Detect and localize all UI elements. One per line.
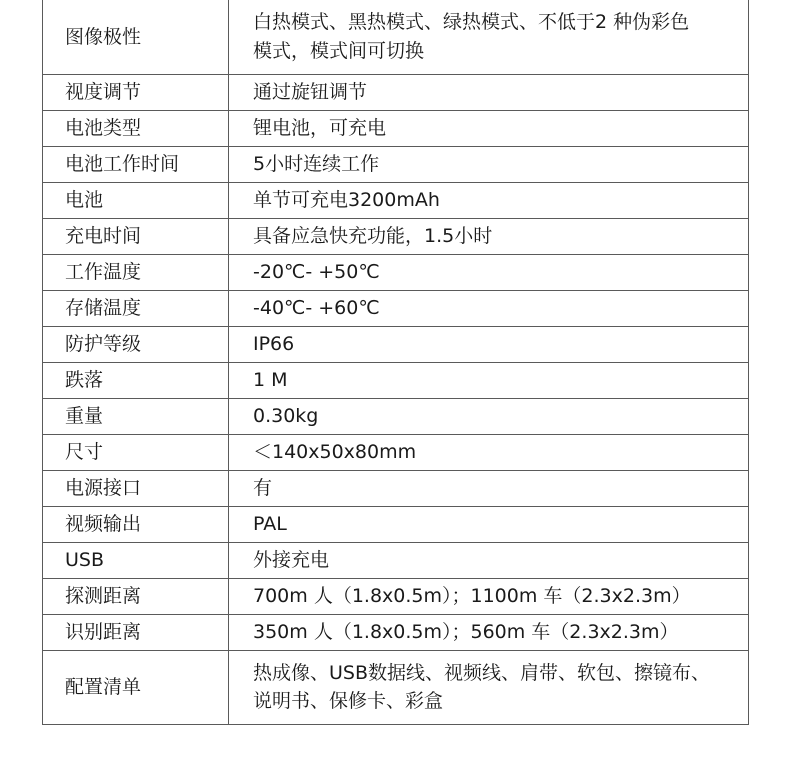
row-label: 跌落 xyxy=(43,362,229,398)
row-label: 电源接口 xyxy=(43,470,229,506)
table-row xyxy=(43,326,749,362)
row-label: 电池工作时间 xyxy=(43,146,229,182)
row-label: 电池 xyxy=(43,182,229,218)
row-value xyxy=(229,0,749,74)
table-row xyxy=(43,362,749,398)
table-row xyxy=(43,506,749,542)
row-value: -20℃- +50℃ xyxy=(229,254,749,290)
row-value: 5小时连续工作 xyxy=(229,146,749,182)
row-label: 视频输出 xyxy=(43,506,229,542)
spec-table xyxy=(42,0,749,725)
table-row xyxy=(43,110,749,146)
table-row xyxy=(43,290,749,326)
row-value-line: 说明书、保修卡、彩盒 xyxy=(253,690,444,712)
table-row xyxy=(43,0,749,74)
row-label: 电池类型 xyxy=(43,110,229,146)
table-row xyxy=(43,650,749,724)
table-row xyxy=(43,470,749,506)
row-label: 探测距离 xyxy=(43,578,229,614)
row-label: 防护等级 xyxy=(43,326,229,362)
row-value: 通过旋钮调节 xyxy=(229,74,749,110)
table-row xyxy=(43,542,749,578)
table-row xyxy=(43,146,749,182)
row-label: USB xyxy=(43,542,229,578)
row-value: 700m 人（1.8x0.5m）；1100m 车（2.3x2.3m） xyxy=(229,578,749,614)
row-label: 识别距离 xyxy=(43,614,229,650)
table-row xyxy=(43,398,749,434)
row-value: ＜140x50x80mm xyxy=(229,434,749,470)
row-value: 外接充电 xyxy=(229,542,749,578)
row-value: 350m 人（1.8x0.5m）；560m 车（2.3x2.3m） xyxy=(229,614,749,650)
row-value: 1 M xyxy=(229,362,749,398)
row-value-line: 白热模式、黑热模式、绿热模式、不低于2 种伪彩色 xyxy=(253,11,690,34)
row-value: IP66 xyxy=(229,326,749,362)
row-value: 单节可充电3200mAh xyxy=(229,182,749,218)
row-value xyxy=(229,650,749,724)
table-row xyxy=(43,578,749,614)
table-row xyxy=(43,434,749,470)
row-label: 配置清单 xyxy=(43,650,229,724)
table-row xyxy=(43,218,749,254)
row-label: 尺寸 xyxy=(43,434,229,470)
row-value-line: 热成像、USB数据线、视频线、肩带、软包、擦镜布、 xyxy=(253,661,711,684)
row-value: PAL xyxy=(229,506,749,542)
row-label: 图像极性 xyxy=(43,0,229,74)
table-row xyxy=(43,614,749,650)
row-value: 具备应急快充功能，1.5小时 xyxy=(229,218,749,254)
row-value-line: 模式，模式间可切换 xyxy=(253,39,425,62)
table-row xyxy=(43,254,749,290)
row-label: 视度调节 xyxy=(43,74,229,110)
row-label: 存储温度 xyxy=(43,290,229,326)
row-value: -40℃- +60℃ xyxy=(229,290,749,326)
row-value: 锂电池，可充电 xyxy=(229,110,749,146)
table-row xyxy=(43,74,749,110)
row-label: 充电时间 xyxy=(43,218,229,254)
row-label: 工作温度 xyxy=(43,254,229,290)
row-value: 0.30kg xyxy=(229,398,749,434)
row-label: 重量 xyxy=(43,398,229,434)
row-value: 有 xyxy=(229,470,749,506)
table-row xyxy=(43,182,749,218)
